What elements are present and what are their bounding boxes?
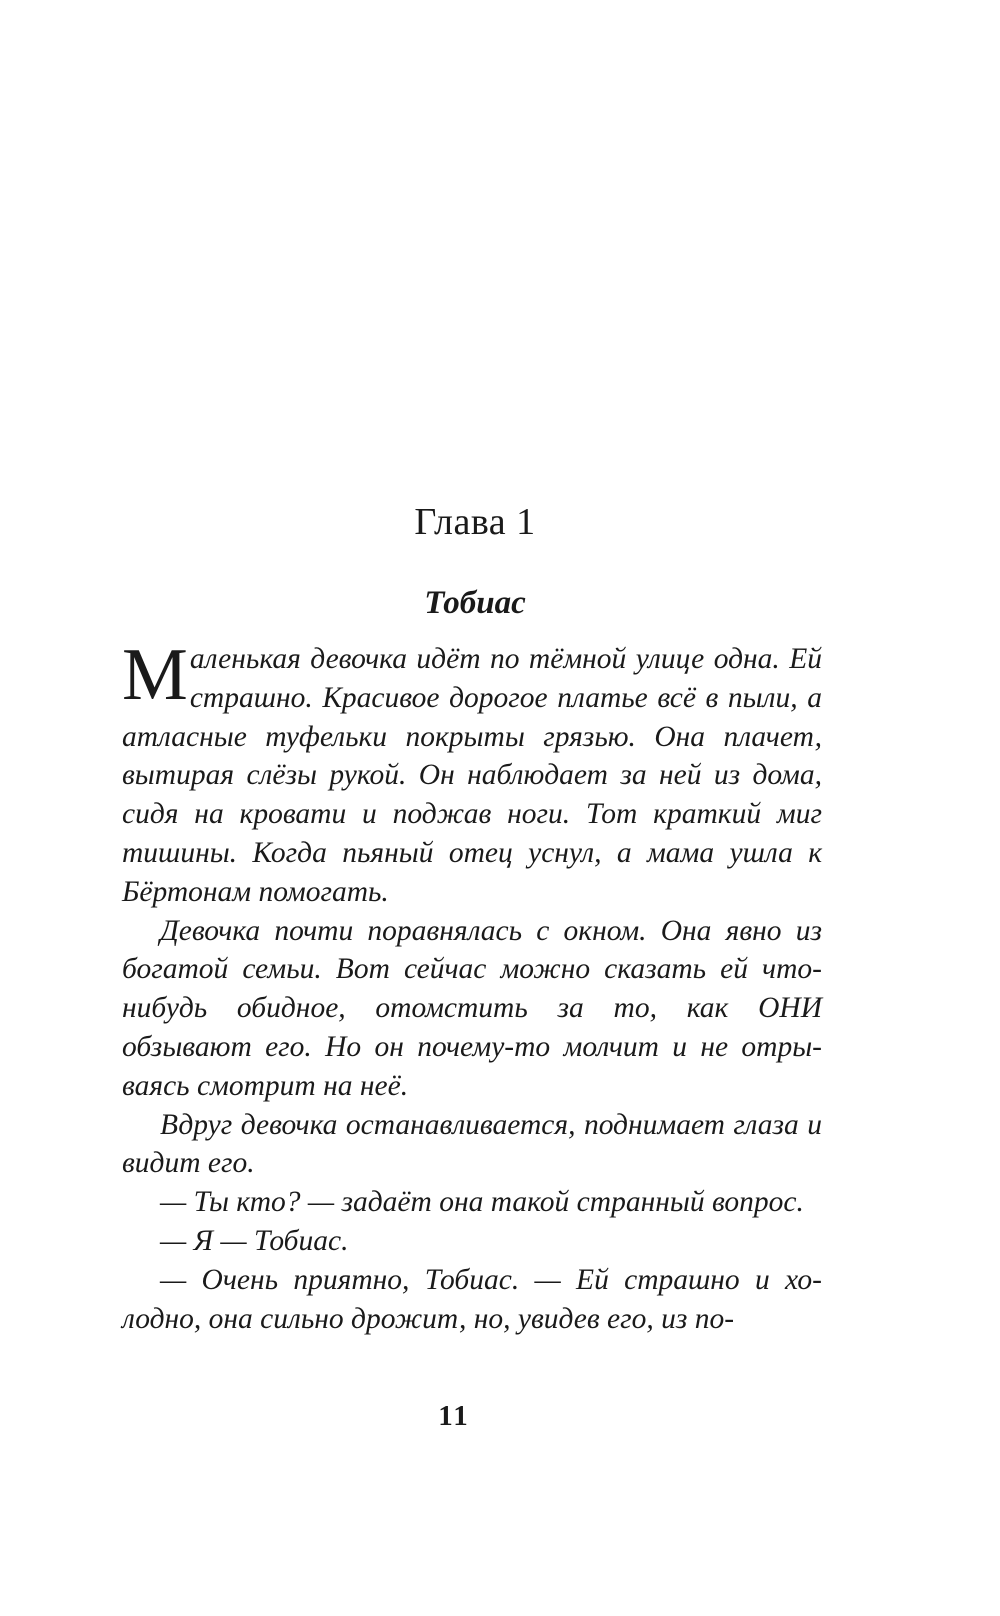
- chapter-title: Глава 1: [414, 501, 536, 543]
- paragraph-2: Девочка почти поравнялась с окном. Она явно из богатой семьи. Вот сейчас можно сказать ей что-нибудь обидное, отомстить за то, как ОНИ обзывают его. Но он почему-то молчит и не отрываясь смотрит на неё.: [122, 914, 822, 1102]
- chapter-body: [122, 634, 822, 1338]
- dialogue-line-3: — Очень приятно, Тобиас. — Ей страшно и холодно, она сильно дрожит, но, увидев его, из по-: [122, 1263, 822, 1335]
- page-number: 11: [438, 1400, 470, 1432]
- paragraph-1-text: аленькая девочка идёт по тёмной улице одна. Ей страшно. Красивое дорогое платье всё в пыли, а атласные туфельки покрыты грязью. Она плачет, вытирая слёзы рукой. Он наблюдает за ней из дома, сидя на кровати и поджав ноги. Тот краткий миг тишины. Когда пьяный отец уснул, а мама ушла к Бёртонам помогать.: [122, 643, 822, 908]
- paragraph-1: [122, 634, 822, 912]
- chapter-subtitle: Тобиас: [424, 585, 526, 621]
- dialogue-line-2: — Я — Тобиас.: [160, 1224, 349, 1257]
- paragraph-3: Вдруг девочка останавливается, поднимает глаза и видит его.: [122, 1108, 822, 1180]
- dialogue-line-1: — Ты кто? — задаёт она такой странный вопрос.: [160, 1186, 804, 1219]
- drop-cap: М: [122, 634, 188, 716]
